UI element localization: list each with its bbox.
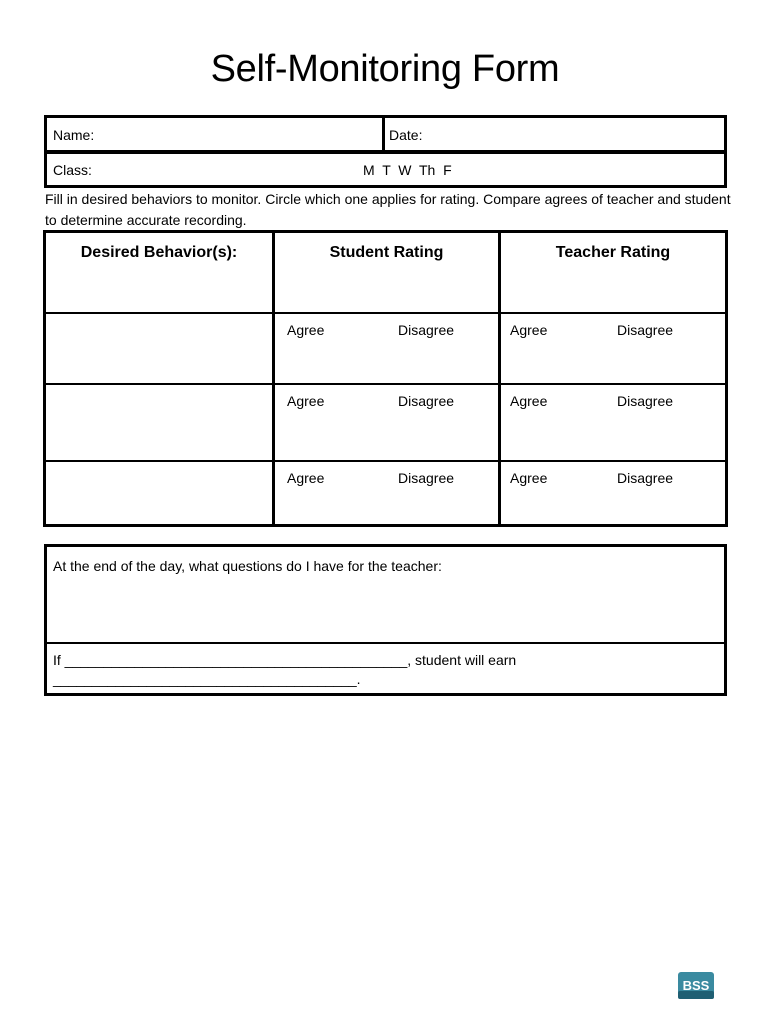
name-date-divider: [382, 118, 385, 150]
teacher-agree-option[interactable]: Agree: [510, 393, 548, 409]
header-desired-behavior: Desired Behavior(s):: [80, 244, 238, 261]
teacher-agree-option[interactable]: Agree: [510, 470, 548, 486]
student-disagree-option[interactable]: Disagree: [398, 470, 455, 486]
teacher-disagree-option[interactable]: Disagree: [617, 470, 674, 486]
table-row-divider-2: [46, 383, 725, 385]
date-label: Date:: [389, 127, 423, 143]
header-teacher-rating: Teacher Rating: [555, 244, 671, 261]
teacher-disagree-option[interactable]: Disagree: [617, 322, 674, 338]
questions-divider: [47, 642, 724, 644]
instructions: Fill in desired behaviors to monitor. Circle which one applies for rating. Compare agrees of teacher and student to determine accurate recording.: [45, 191, 731, 228]
page-title: Self-Monitoring Form: [210, 48, 560, 90]
rating-table: [43, 230, 728, 527]
student-agree-option[interactable]: Agree: [287, 470, 325, 486]
questions-box: [44, 544, 727, 696]
table-col-divider-1: [272, 233, 275, 524]
table-row-divider-3: [46, 460, 725, 462]
class-row: [44, 151, 727, 188]
reward-line-2: _______________________________________.: [53, 671, 361, 687]
table-col-divider-2: [498, 233, 501, 524]
teacher-disagree-option[interactable]: Disagree: [617, 393, 674, 409]
bss-logo: [676, 969, 716, 1001]
bss-logo-icon: [676, 969, 716, 1001]
name-date-row: [44, 115, 727, 153]
questions-prompt: At the end of the day, what questions do I have for the teacher:: [53, 558, 442, 574]
student-agree-option[interactable]: Agree: [287, 322, 325, 338]
table-row-divider-1: [46, 312, 725, 314]
student-disagree-option[interactable]: Disagree: [398, 393, 455, 409]
reward-line-1: If ____________________________________________, student will earn: [53, 652, 517, 668]
days-of-week: M T W Th F: [363, 162, 452, 178]
class-label: Class:: [53, 162, 92, 178]
teacher-agree-option[interactable]: Agree: [510, 322, 548, 338]
header-student-rating: Student Rating: [329, 244, 444, 261]
name-label: Name:: [53, 127, 95, 143]
svg-text:BSS: BSS: [682, 978, 710, 993]
student-disagree-option[interactable]: Disagree: [398, 322, 455, 338]
student-agree-option[interactable]: Agree: [287, 393, 325, 409]
